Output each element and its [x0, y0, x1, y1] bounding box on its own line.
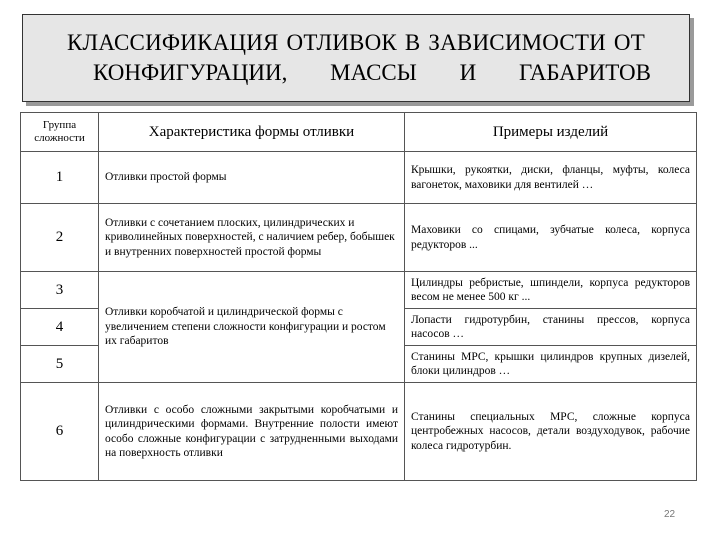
product-examples: Станины специальных МРС, сложные корпуса центробежных насосов, детали воздуходувок, рабочие колеса гидротурбин. [405, 383, 697, 481]
product-examples: Лопасти гидротурбин, станины прессов, корпуса насосов … [405, 309, 697, 346]
form-characteristic: Отливки коробчатой и цилиндрической формы с увеличением степени сложности конфигурации и ростом их габаритов [99, 272, 405, 383]
header-group [21, 113, 99, 152]
title-line-2 [23, 60, 689, 86]
slide-title [22, 14, 690, 102]
group-number: 1 [21, 152, 99, 204]
title-word-and: И [459, 60, 477, 85]
classification-table [20, 112, 697, 481]
group-number: 5 [21, 346, 99, 383]
form-characteristic: Отливки с особо сложными закрытыми коробчатыми и цилиндрическими формами. Внутренние полости имеют особо сложные конфигурации с затрудненными выходами на поверхность отливки [99, 383, 405, 481]
title-line-1: КЛАССИФИКАЦИЯ ОТЛИВОК В ЗАВИСИМОСТИ ОТ [67, 30, 645, 55]
table-row [21, 383, 697, 481]
header-group-line2: сложности [34, 132, 85, 144]
product-examples: Цилиндры ребристые, шпиндели, корпуса редукторов весом не менее 500 кг ... [405, 272, 697, 309]
group-number: 2 [21, 204, 99, 272]
header-characteristic: Характеристика формы отливки [99, 113, 405, 152]
product-examples: Станины МРС, крышки цилиндров крупных дизелей, блоки цилиндров … [405, 346, 697, 383]
table-row [21, 204, 697, 272]
title-word-mass: МАССЫ [330, 60, 417, 85]
form-characteristic: Отливки с сочетанием плоских, цилиндрических и криволинейных поверхностей, с наличием ребер, бобышек и внутренних поверхностей простой формы [99, 204, 405, 272]
product-examples: Крышки, рукоятки, диски, фланцы, муфты, колеса вагонеток, маховики для вентилей … [405, 152, 697, 204]
group-number: 4 [21, 309, 99, 346]
page-number: 22 [664, 509, 676, 520]
header-examples: Примеры изделий [405, 113, 697, 152]
table-row [21, 152, 697, 204]
title-word-configuration: КОНФИГУРАЦИИ, [93, 60, 288, 85]
group-number: 6 [21, 383, 99, 481]
header-group-line1: Группа [42, 119, 77, 131]
product-examples: Маховики со спицами, зубчатые колеса, корпуса редукторов ... [405, 204, 697, 272]
table-row [21, 272, 697, 309]
title-word-dimensions: ГАБАРИТОВ [518, 60, 651, 85]
group-number: 3 [21, 272, 99, 309]
form-characteristic: Отливки простой формы [99, 152, 405, 204]
table-header-row [21, 113, 697, 152]
